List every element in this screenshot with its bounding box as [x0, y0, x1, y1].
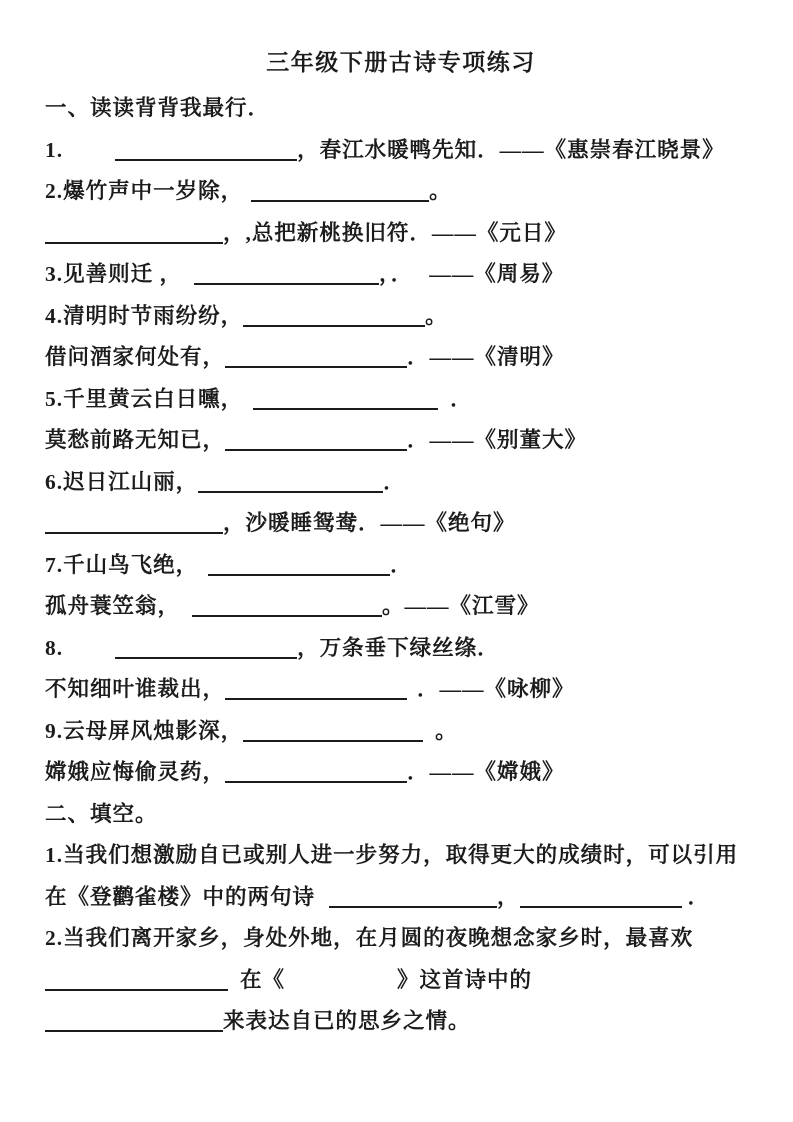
text-run: 。——《江雪》 [382, 594, 540, 618]
text-run: ，,总把新桃换旧符．——《元日》 [223, 220, 567, 245]
spacer [285, 986, 397, 987]
text-run: ——《周易》 [429, 262, 565, 286]
answer-blank [198, 481, 383, 493]
answer-blank [225, 688, 407, 700]
text-run: 。 [435, 718, 458, 743]
text-run: ．——《咏柳》 [417, 677, 575, 701]
text-run: 借问酒家何处有， [45, 345, 226, 369]
text-run: 在《 [240, 967, 286, 992]
spacer [180, 612, 192, 613]
text-run: ，． [379, 262, 414, 286]
q7-line-1 [45, 545, 757, 587]
fill-2-line-3 [45, 1001, 757, 1043]
answer-blank [115, 149, 297, 161]
q9-line-2 [45, 752, 757, 794]
answer-blank [251, 190, 429, 202]
fill-2-line-2 [45, 960, 757, 1002]
answer-blank [208, 564, 390, 576]
text-run: 在《登鹳雀楼》中的两句诗 [45, 884, 316, 909]
answer-blank [45, 522, 223, 534]
text-run: 来表达自已的思乡之情。 [223, 1009, 471, 1033]
spacer [438, 405, 450, 406]
answer-blank [194, 273, 379, 285]
answer-blank [45, 232, 223, 244]
text-run: ． [687, 884, 711, 909]
text-run: ．——《嫦娥》 [407, 760, 565, 784]
text-run: 7.千山鸟飞绝， [45, 552, 199, 577]
text-run: 4.清明时节雨纷纷， [45, 303, 244, 328]
text-run: 一、读读背背我最行． [45, 96, 271, 120]
fill-1-line-1 [45, 835, 757, 877]
text-run: 2.当我们离开家乡，身处外地，在月圆的夜晚想念家乡时，最喜欢 [45, 926, 694, 950]
q5-line-2 [45, 420, 757, 462]
q3-line [45, 254, 757, 296]
document-lines [45, 88, 757, 1043]
q6-line-1 [45, 462, 757, 504]
text-run: 》这首诗中的 [397, 967, 533, 992]
text-run: 5.千里黄云白日曛， [45, 386, 244, 411]
page-title: 三年级下册古诗专项练习 [266, 50, 536, 75]
q8-line-1 [45, 628, 757, 670]
text-run: ，春江水暖鸭先知．——《惠崇春江晓景》 [297, 137, 725, 162]
q1-line [45, 130, 757, 172]
spacer [243, 405, 253, 406]
spacer [243, 197, 251, 198]
q4-line-1 [45, 296, 757, 338]
q5-line-1 [45, 379, 757, 421]
text-run: 莫愁前路无知已， [45, 428, 226, 452]
text-run: 不知细叶谁裁出， [45, 677, 226, 701]
fill-2-line-1 [45, 918, 757, 960]
answer-blank [329, 896, 497, 908]
text-run: 6.迟日江山丽， [45, 469, 199, 494]
text-run: ，沙暖睡鸳鸯．——《绝句》 [223, 511, 516, 535]
spacer [63, 156, 115, 157]
answer-blank [243, 315, 425, 327]
answer-blank [45, 979, 228, 991]
answer-blank [243, 730, 423, 742]
q2-line-1 [45, 171, 757, 213]
q4-line-2 [45, 337, 757, 379]
spacer [413, 280, 429, 281]
answer-blank [225, 771, 407, 783]
text-run: ． [390, 552, 413, 577]
spacer [182, 280, 194, 281]
text-run: 。 [429, 179, 452, 203]
section-1-heading [45, 88, 757, 130]
spacer [63, 654, 115, 655]
section-2-heading [45, 794, 757, 836]
fill-1-line-2 [45, 877, 757, 919]
q2-line-2 [45, 213, 757, 255]
spacer [228, 986, 240, 987]
answer-blank [520, 896, 682, 908]
text-run: 9.云母屏风烛影深， [45, 718, 244, 743]
answer-blank [253, 398, 438, 410]
answer-blank [225, 439, 407, 451]
spacer [315, 903, 329, 904]
text-run: ．——《别董大》 [407, 428, 588, 452]
q8-line-2 [45, 669, 757, 711]
text-run: 1. [45, 137, 64, 162]
text-run: 1.当我们想激励自已或别人进一步努力，取得更大的成绩时，可以引用 [45, 843, 739, 867]
answer-blank [225, 356, 407, 368]
text-run: 孤舟蓑笠翁， [45, 594, 181, 618]
text-run: ． [450, 386, 473, 411]
q9-line-1 [45, 711, 757, 753]
text-run: 。 [425, 303, 448, 328]
text-run: 2.爆竹声中一岁除， [45, 179, 244, 203]
text-run: ．——《清明》 [407, 345, 565, 369]
text-run: 二、填空。 [45, 801, 158, 826]
text-run: ， [497, 884, 520, 909]
answer-blank [115, 647, 297, 659]
spacer [407, 695, 417, 696]
text-run: ． [383, 469, 406, 494]
text-run: ，万条垂下绿丝绦． [297, 635, 500, 660]
answer-blank [192, 605, 382, 617]
text-run: 8. [45, 635, 64, 660]
text-run: 嫦娥应悔偷灵药， [45, 760, 226, 784]
q6-line-2 [45, 503, 757, 545]
q7-line-2 [45, 586, 757, 628]
text-run: 3.见善则迁 ， [45, 262, 183, 286]
answer-blank [45, 1020, 223, 1032]
spacer [198, 571, 208, 572]
spacer [423, 737, 435, 738]
